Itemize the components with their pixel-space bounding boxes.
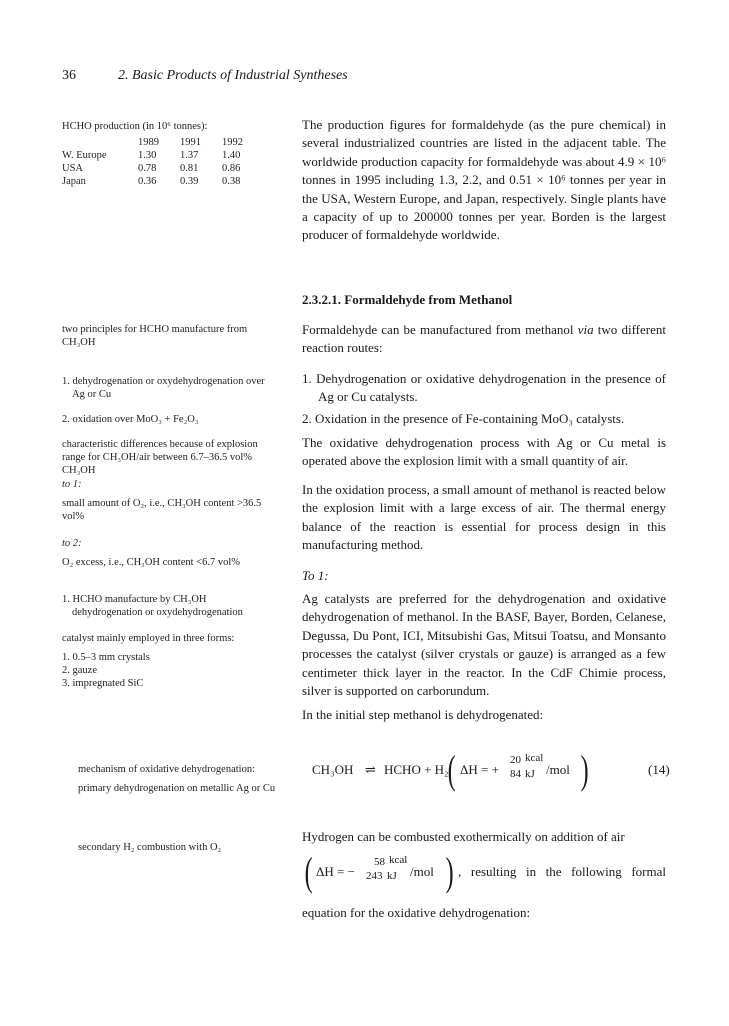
region-cell: W. Europe — [62, 150, 107, 161]
eq-paren-close: ) — [580, 747, 589, 792]
eq-per-mol: /mol — [546, 762, 570, 777]
note-catalyst-title: catalyst mainly employed in three forms: — [62, 633, 235, 644]
value-cell: 1.37 — [180, 150, 199, 161]
comb-trailing: , resulting in the following formal — [458, 864, 666, 879]
value-cell: 0.36 — [138, 176, 157, 187]
eq-kcal-value: 20 — [510, 754, 521, 766]
note-explosion-range: characteristic differences because of explosion range for CH₃OH/air between 6.7–36.5 vol% CH₃OH — [62, 439, 258, 476]
section-heading: 2.3.2.1. Formaldehyde from Methanol — [302, 292, 513, 307]
eq-products: HCHO + H₂ — [384, 762, 449, 777]
note-to2-text: O₂ excess, i.e., CH₃OH content <6.7 vol% — [62, 557, 241, 568]
year-header: 1989 — [138, 137, 159, 148]
chapter-title: 2. Basic Products of Industrial Syntheses — [118, 68, 348, 83]
value-cell: 0.38 — [222, 176, 241, 187]
value-cell: 0.78 — [138, 163, 157, 174]
region-cell: Japan — [62, 176, 86, 187]
para-final: equation for the oxidative dehydrogenation: — [302, 905, 531, 920]
route-2: 2. Oxidation in the presence of Fe-containing MoO₃ catalysts. — [302, 411, 625, 426]
comb-kj-value: 243 — [366, 870, 383, 882]
note-route-1: 1. dehydrogenation or oxydehydrogenation over Ag or Cu — [62, 376, 265, 400]
note-to1-label: to 1: — [62, 479, 82, 490]
year-header: 1992 — [222, 137, 243, 148]
combustion-line — [302, 850, 666, 896]
table-header-row — [62, 136, 264, 149]
note-principles: two principles for HCHO manufacture from CH₃OH — [62, 324, 248, 348]
note-catalyst-forms — [62, 651, 277, 690]
year-header: 1991 — [180, 137, 201, 148]
comb-per-mol: /mol — [410, 864, 434, 879]
eq-reactant: CH₃OH — [312, 762, 354, 777]
eq-kj-unit: kJ — [525, 768, 535, 780]
note-to2-label: to 2: — [62, 538, 82, 549]
table-row — [62, 162, 264, 175]
note-secondary: secondary H₂ combustion with O₂ — [78, 842, 222, 853]
para-initial-step: In the initial step methanol is dehydrogenated: — [302, 707, 544, 722]
eq-number: (14) — [648, 762, 670, 777]
para-hydrogen: Hydrogen can be combusted exothermically on addition of air — [302, 829, 625, 844]
production-table — [62, 136, 264, 188]
value-cell: 1.40 — [222, 150, 241, 161]
comb-paren-close: ) — [445, 849, 454, 894]
to1-heading: To 1: — [302, 568, 329, 583]
eq-paren-open: ( — [447, 747, 456, 792]
note-mechanism: mechanism of oxidative dehydrogenation: — [78, 764, 255, 775]
eq-kj-value: 84 — [510, 768, 521, 780]
list-item: 2. gauze — [62, 665, 97, 676]
note-primary: primary dehydrogenation on metallic Ag or Cu — [78, 783, 276, 794]
intro-paragraph: The production figures for formaldehyde (as the pure chemical) in several industrialized countries are listed in the adjacent table. The worldwide production capacity for formaldehyde was about 4.9 × 10⁶ tonnes in 1995 including 1.3, 2.2, and 0.51 × 10⁶ tonnes per year in the USA, Western Europe, and Japan, respectively. Single plants have a capacity of up to 200000 tonnes per year. Borden is the largest producer of formaldehyde worldwide. — [302, 117, 666, 243]
para-oxidation: In the oxidation process, a small amount of methanol is reacted below the explosion limit with a large excess of air. The thermal energy balance of the reaction is essential for process design in this manufacturing method. — [302, 482, 666, 553]
value-cell: 0.39 — [180, 176, 199, 187]
production-table-caption: HCHO production (in 10⁶ tonnes): — [62, 121, 208, 132]
comb-kcal-value: 58 — [374, 856, 385, 868]
table-row — [62, 149, 264, 162]
para-ag-catalysts: Ag catalysts are preferred for the dehydrogenation and oxidative dehydrogenation of methanol. In the BASF, Bayer, Borden, Celanese, Degussa, Du Pont, ICI, Mitsubishi Gas, Mitsui Toatsu, and Monsanto processes the catalyst (silver crystals or gauze) is arranged as a few centimeter thick layer in the reactor. In the CdF Chimie process, silver is supported on carborundum. — [302, 591, 666, 699]
region-cell: USA — [62, 163, 84, 174]
eq-delta: ΔH = + — [460, 762, 499, 777]
production-table-block — [62, 120, 282, 188]
list-item: 1. 0.5–3 mm crystals — [62, 652, 150, 663]
para-explosion: The oxidative dehydrogenation process with Ag or Cu metal is operated above the explosion limit with a small quantity of air. — [302, 435, 666, 469]
value-cell: 0.81 — [180, 163, 199, 174]
routes-intro: Formaldehyde can be manufactured from methanol via two different reaction routes: — [302, 322, 666, 356]
eq-kcal-unit: kcal — [525, 752, 544, 764]
value-cell: 0.86 — [222, 163, 241, 174]
value-cell: 1.30 — [138, 150, 157, 161]
eq-arrow: ⇌ — [365, 762, 376, 777]
comb-paren-open: ( — [304, 849, 313, 894]
comb-delta: ΔH = − — [316, 864, 355, 879]
list-item: 3. impregnated SiC — [62, 678, 144, 689]
route-1: 1. Dehydrogenation or oxidative dehydrogenation in the presence of Ag or Cu catalysts. — [302, 371, 666, 405]
note-route-2: 2. oxidation over MoO₃ + Fe₂O₃ — [62, 414, 199, 425]
table-row — [62, 175, 264, 188]
note-manufacture: 1. HCHO manufacture by CH₃OH dehydrogenation or oxydehydrogenation — [62, 594, 243, 618]
note-to1-text: small amount of O₂, i.e., CH₃OH content >36.5 vol% — [62, 498, 262, 522]
equation-14 — [312, 748, 672, 794]
comb-kj-unit: kJ — [387, 870, 397, 882]
page-number: 36 — [62, 68, 76, 83]
comb-kcal-unit: kcal — [389, 854, 408, 866]
